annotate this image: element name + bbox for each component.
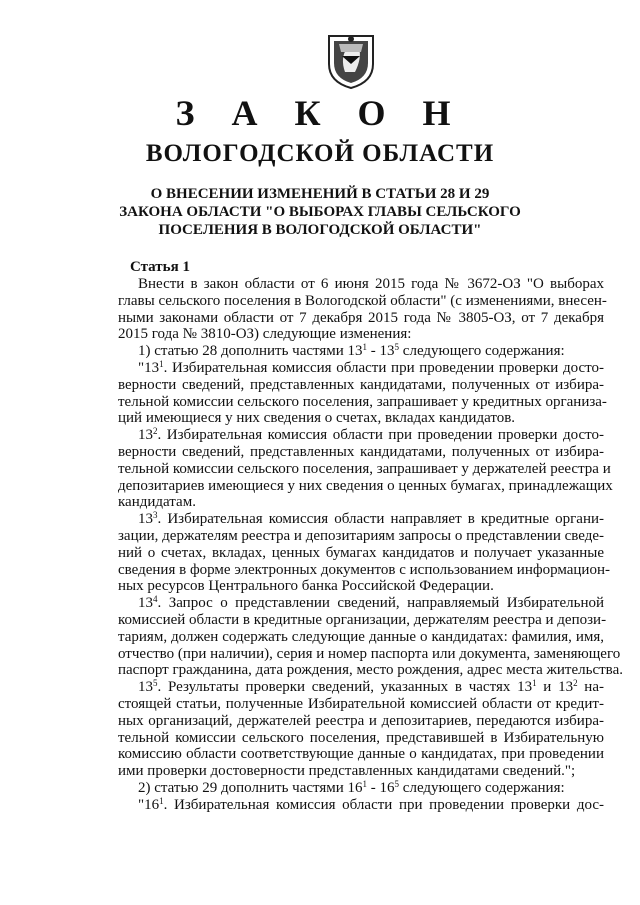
- paragraph: [118, 276, 607, 343]
- paragraph-line: кандидатам.: [118, 494, 196, 511]
- coat-of-arms-icon: [325, 30, 377, 90]
- subject-line: ПОСЕЛЕНИЯ В ВОЛОГОДСКОЙ ОБЛАСТИ": [158, 222, 482, 238]
- paragraph: [118, 358, 607, 427]
- subject-line: О ВНЕСЕНИИ ИЗМЕНЕНИЙ В СТАТЬИ 28 И 29: [150, 186, 490, 202]
- paragraph-line: Внести в закон области от 6 июня 2015 года № 3672-ОЗ "О выборах: [138, 276, 604, 292]
- paragraph-line: верности сведений, представленных кандидатами, полученных от избира-: [118, 443, 604, 460]
- subject-line: ЗАКОНА ОБЛАСТИ "О ВЫБОРАХ ГЛАВЫ СЕЛЬСКОГО: [119, 204, 521, 220]
- paragraph: [118, 594, 623, 679]
- paragraph-line: $13^4$. Запрос о представлении сведений, направляемый Избирательной: [138, 594, 604, 612]
- paragraph-line: $13^3$. Избирательная комиссия области направляет в кредитные органи-: [138, 510, 604, 528]
- law-subject: [0, 185, 640, 239]
- paragraph-line: паспорт гражданина, дата рождения, место рождения, адрес места жительства.: [118, 662, 623, 679]
- paragraph-line: ных организаций, держателей реестра и депозитариев, передаются избира-: [118, 712, 604, 729]
- paragraph-line: "$16^1$. Избирательная комиссия области при проведении проверки дос-: [138, 795, 604, 813]
- paragraph-line: сведения в форме электронных документов с использованием информацион-: [118, 561, 610, 578]
- paragraph: [118, 780, 604, 797]
- paragraph-line: зации, держателям реестра и депозитариям запросы о представлении сведе-: [118, 527, 604, 544]
- paragraph: [118, 679, 604, 780]
- paragraph-line: ний о счетах, вкладах, ценных бумагах кандидатов и получает указанные: [118, 544, 604, 561]
- paragraph-line: тельной комиссии сельского поселения, запрашивает у кредитных организа-: [118, 393, 607, 410]
- paragraph-line: комиссией области в кредитные организации, держателям реестра и депози-: [118, 611, 607, 628]
- paragraph: [118, 797, 604, 814]
- paragraph-line: "$13^1$. Избирательная комиссия области при проведении проверки досто-: [138, 358, 604, 376]
- paragraph-line: 2015 года № 3810-ОЗ) следующие изменения:: [118, 326, 412, 343]
- paragraph-line: главы сельского поселения в Вологодской области" (с изменениями, внесен-: [118, 292, 607, 309]
- paragraph: [118, 426, 613, 511]
- paragraph-line: тельной комиссии сельского поселения, представившей в Избирательную: [118, 729, 604, 746]
- paragraph-line: ными законами области от 7 декабря 2015 года № 3805-ОЗ, от 7 декабря: [118, 309, 604, 326]
- article-body: [118, 276, 623, 814]
- paragraph-line: депозитариев имеющиеся у них сведения о ценных бумагах, принадлежащих: [118, 477, 613, 494]
- paragraph-line: 2) статью 29 дополнить частями $16^1 - 16^5$ следующего содержания:: [138, 778, 565, 796]
- region-name: ВОЛОГОДСКОЙ ОБЛАСТИ: [145, 140, 495, 167]
- paragraph-line: комиссию области соответствующие данные о кандидатах, при проведении: [118, 746, 604, 763]
- paragraph-line: верности сведений, представленных кандидатами, полученных от избира-: [118, 376, 604, 393]
- paragraph-line: $13^2$. Избирательная комиссия области при проведении проверки досто-: [138, 426, 604, 444]
- paragraph-line: $13^5$. Результаты проверки сведений, указанных в частях $13^1$ и $13^2$ на-: [138, 678, 604, 696]
- law-title: З А К О Н: [175, 93, 465, 133]
- paragraph-line: отчество (при наличии), серия и номер паспорта или документа, заменяющего: [118, 645, 621, 662]
- paragraph: [118, 343, 604, 360]
- paragraph-line: стоящей статьи, полученные Избирательной комиссией области от кредит-: [118, 695, 604, 712]
- paragraph-line: ных ресурсов Центрального банка Российской Федерации.: [118, 578, 494, 595]
- article-heading: Статья 1: [130, 259, 190, 275]
- paragraph: [118, 510, 610, 595]
- paragraph-line: ими проверки достоверности представленных кандидатами сведений.";: [118, 763, 576, 780]
- paragraph-line: тельной комиссии сельского поселения, запрашивает у держателей реестра и: [118, 460, 611, 477]
- paragraph-line: 1) статью 28 дополнить частями $13^1 - 13^5$ следующего содержания:: [138, 342, 565, 360]
- paragraph-line: ций имеющиеся у них сведения о счетах, вкладах кандидатов.: [118, 410, 516, 427]
- paragraph-line: тариям, должен содержать следующие данные о кандидатах: фамилия, имя,: [118, 628, 604, 645]
